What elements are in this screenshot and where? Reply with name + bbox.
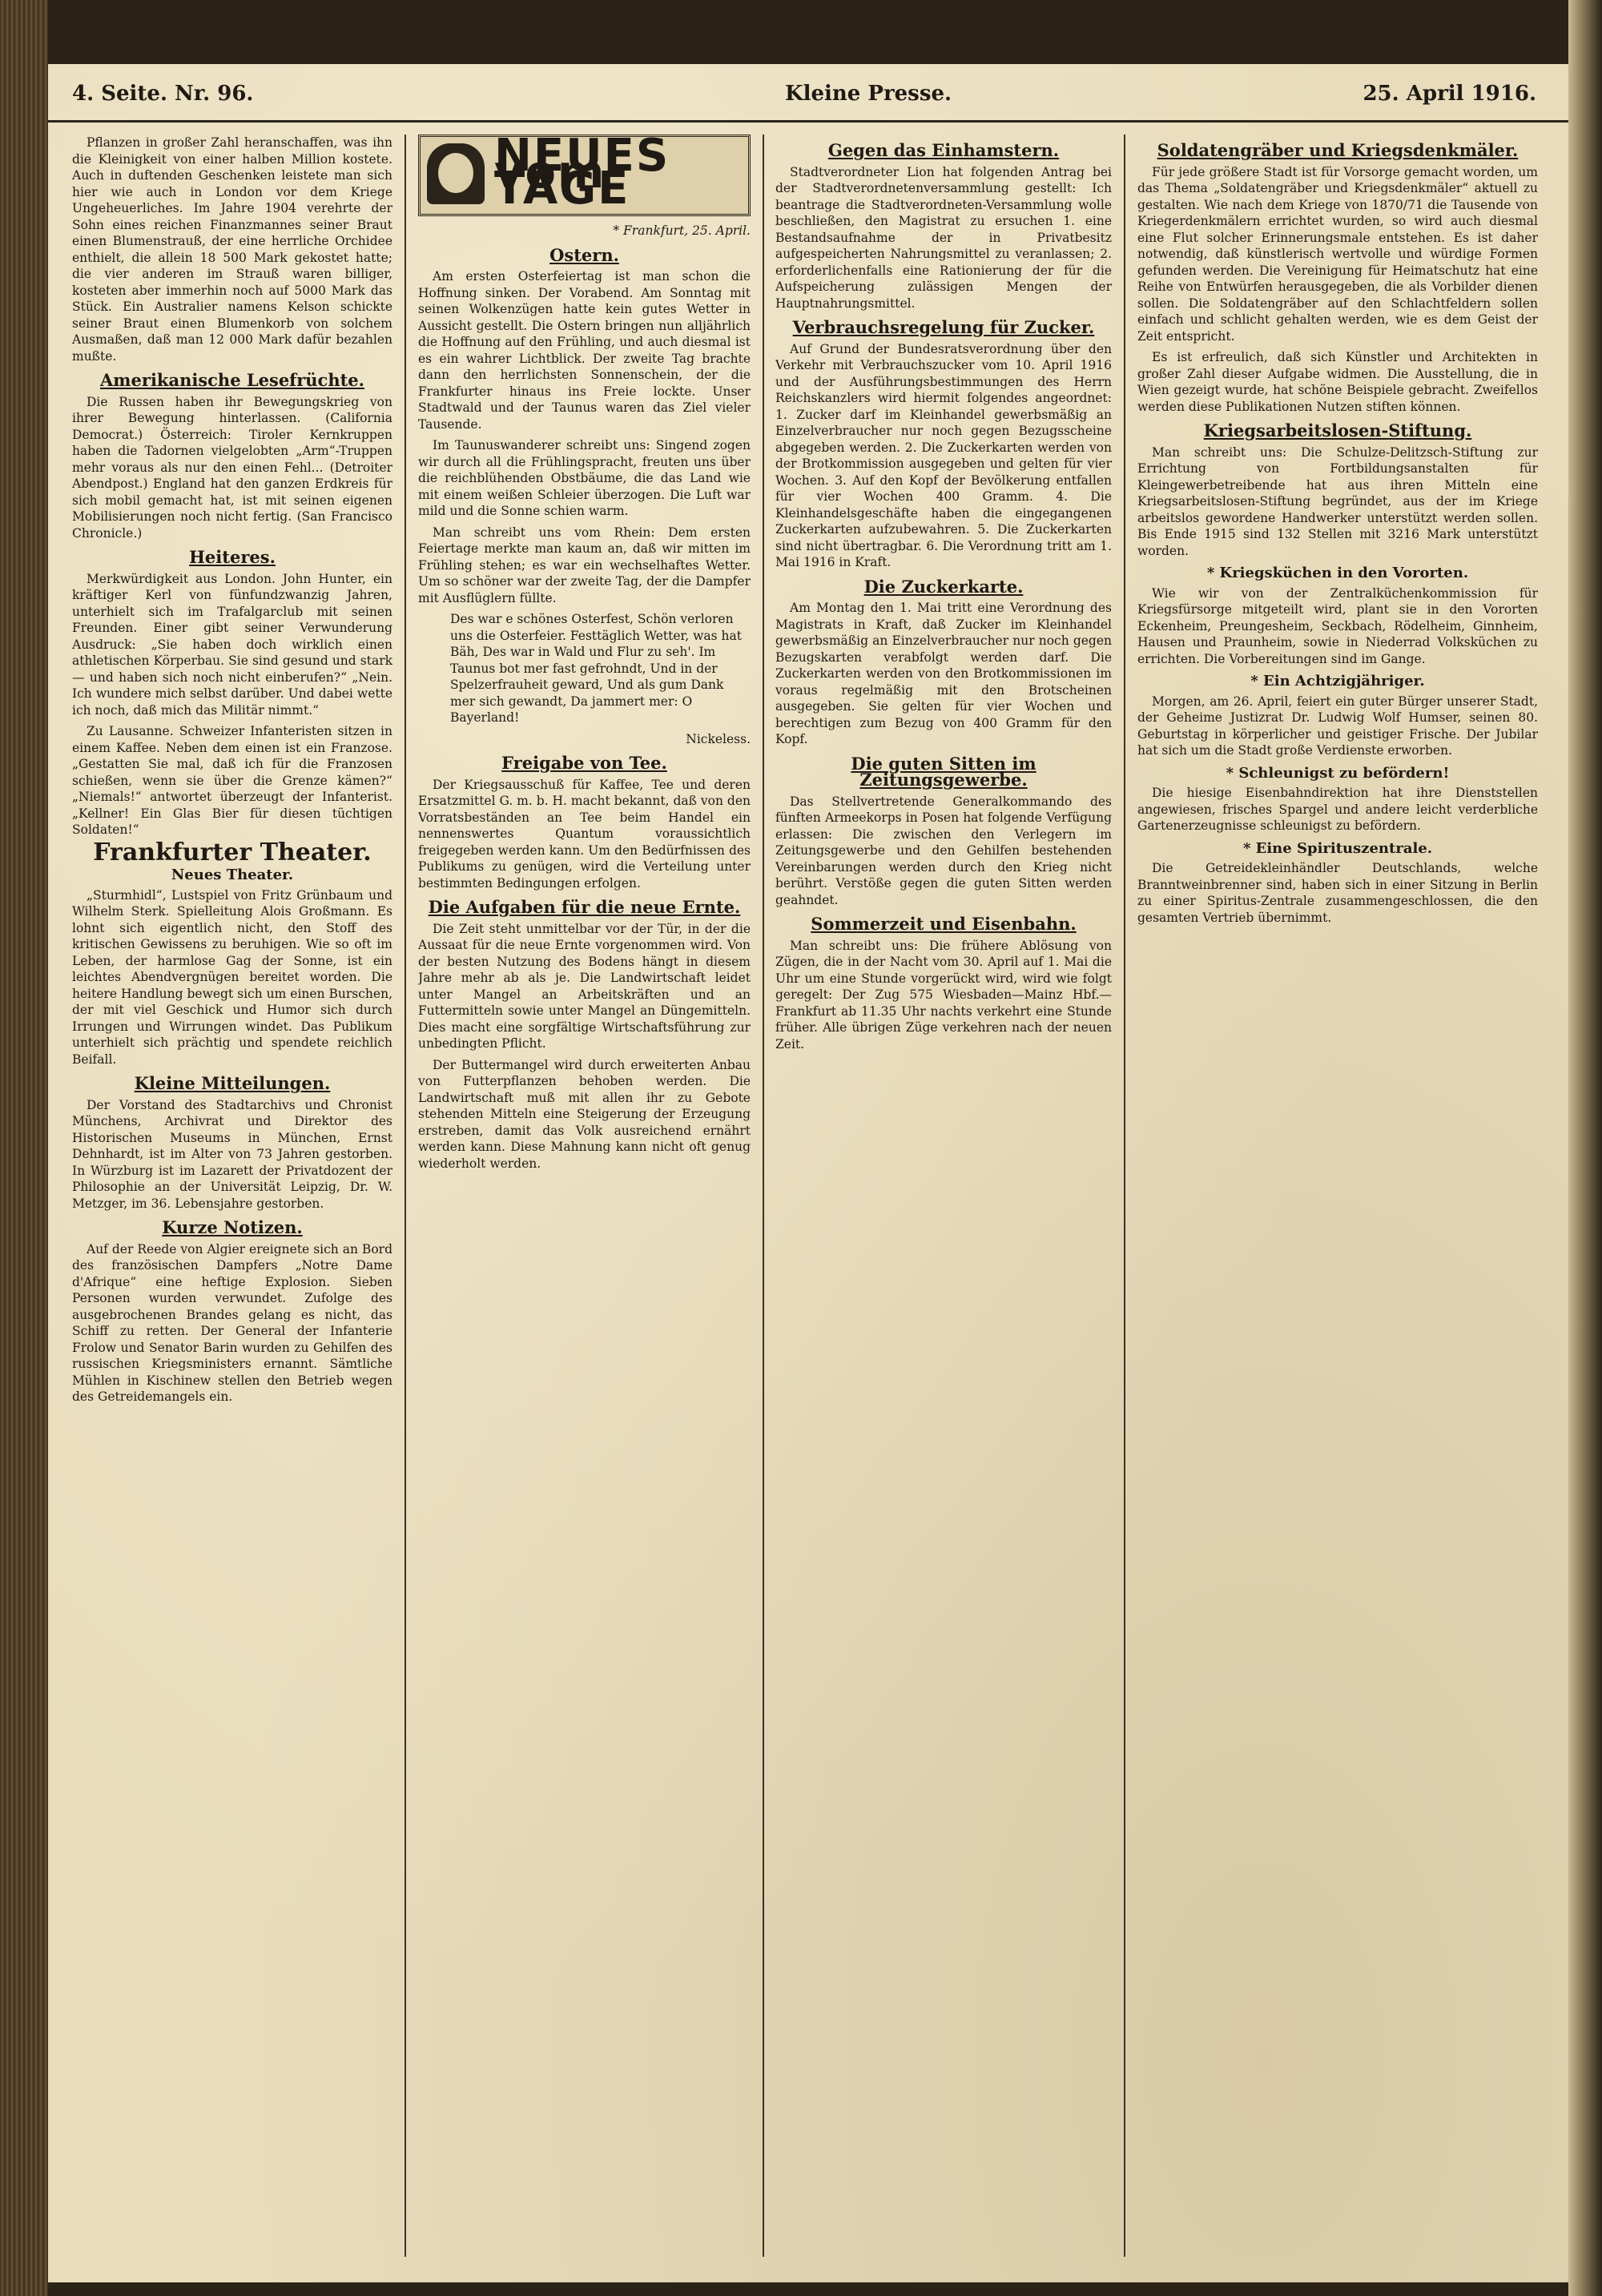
section-heading: Freigabe von Tee. [501, 753, 667, 773]
dateline: * Frankfurt, 25. April. [613, 223, 751, 238]
article-text: Morgen, am 26. April, feiert ein guter Bürger unserer Stadt, der Geheime Justizrat Dr. Ludwig Wolf Humser, seinen 80. Geburtstag in körperlicher und geistiger Frische. Der Jubilar hat sich um die Stadt große Verdienste erworben. [1137, 694, 1538, 758]
column-1 [72, 135, 392, 2265]
section-heading: Soldatengräber und Kriegsdenkmäler. [1157, 140, 1519, 160]
column-4 [1137, 135, 1538, 2265]
article-text: Auf der Reede von Algier ereignete sich an Bord des französischen Dampfers „Notre Dame d'Afrique“ eine heftige Explosion. Sieben Personen wurden verwundet. Zufolge des ausgebrochenen Brandes gelang es nicht, das Schiff zu retten. Der General der Infanterie Frolow und Senator Barin wurden zu Gehilfen des russischen Kriegsministers ernannt. Sämtliche Mühlen in Kischinew stellen den Betrieb wegen des Getreidemangels ein. [72, 1241, 392, 1404]
article-text: Wie wir von der Zentralküchenkommission für Kriegsfürsorge mitgeteilt wird, plant sie in den Vororten Eckenheim, Preungesheim, Seckbach, Rödelheim, Ginnheim, Hausen und Praunheim, sowie in Niederrad Volksküchen zu errichten. Die Vorbereitungen sind im Gange. [1137, 585, 1538, 666]
article-text: Im Taunuswanderer schreibt uns: Singend zogen wir durch all die Frühlingspracht, freuten uns über die reichblühenden Obstbäume, die das Land wie mit einem weißen Schleier überzogen. Die Luft war mild und die Sonne schien warm. [418, 438, 751, 518]
section-heading: Ostern. [549, 244, 619, 265]
theater-title: Frankfurter Theater. [93, 838, 372, 867]
article-text: Zu Lausanne. Schweizer Infanteristen sitzen in einem Kaffee. Neben dem einen ist ein Franzose. „Gestatten Sie mal, daß ich für die Franzosen schießen, wenn sie über die Grenze kämen?“ „Niemals!“ antwortet überzeugt der Infanterist. „Kellner! Ein Glas Bier für diesen tüchtigen Soldaten!“ [72, 724, 392, 837]
section-heading: Die Aufgaben für die neue Ernte. [428, 897, 741, 917]
article-text: Für jede größere Stadt ist für Vorsorge gemacht worden, um das Thema „Soldatengräber und Kriegsdenkmäler“ aktuell zu gestalten. Wie nach dem Kriege von 1870/71 die Tausende von Kriegerdenkmälern errichtet wurden, so wird auch diesmal eine Flut solcher Erinnerungsmale entstehen. Es ist daher notwendig, daß künstlerisch wertvolle und würdige Formen gefunden werden. Die Vereinigung für Heimatschutz hat eine Reihe von Entwürfen herausgegeben, die als Vorbilder dienen sollen. Die Soldatengräber auf den Schlachtfeldern sollen einfach und schlicht gehalten werden, wie es dem Geist der Zeit entspricht. [1137, 164, 1538, 344]
news-item-heading: * Schleunigst zu befördern! [1226, 764, 1450, 782]
article-text: Man schreibt uns: Die frühere Ablösung von Zügen, die in der Nacht vom 30. April auf 1. Mai die Uhr um eine Stunde vorgerückt wird, wird wie folgt geregelt: Der Zug 575 Wiesbaden—Mainz Hbf.—Frankfurt ab 11.35 Uhr nachts verkehrt eine Stunde früher. Alle übrigen Züge verkehren nach der neuen Zeit. [775, 938, 1112, 1051]
section-heading: Gegen das Einhamstern. [827, 140, 1060, 160]
article-text: Am Montag den 1. Mai tritt eine Verordnung des Magistrats in Kraft, daß Zucker im Kleinhandel gewerbsmäßig an Einzelverbraucher nur noch gegen Bezugskarten verabfolgt werden darf. Die Zuckerkarten werden von den Brotkommissionen im voraus regelmäßig mit den Brotscheinen ausgegeben. Sie gelten für vier Wochen und berechtigen zum Bezug von 400 Gramm für den Kopf. [775, 601, 1112, 746]
section-heading: Verbrauchsregelung für Zucker. [792, 317, 1095, 337]
article-text: Stadtverordneter Lion hat folgenden Antrag bei der Stadtverordnetenversammlung gestellt: Ich beantrage die Stadtverordneten-Versammlung wolle beschließen, den Magistrat zu ersuchen 1. eine Bestandsaufnahme der in Privatbesitz aufgespeicherten Nahrungsmittel zu veranlassen; 2. erforderlichenfalls eine Rationierung der für die Aufspeicherung zulässigen Mengen der Hauptnahrungsmittel. [775, 164, 1112, 311]
article-text: Der Kriegsausschuß für Kaffee, Tee und deren Ersatzmittel G. m. b. H. macht bekannt, daß von den Vorratsbeständen an Tee beim Handel ein nennenswertes Quantum voraussichtlich freigegeben werden kann. Um den Bedürfnissen des Publikums zu genügen, wird die Verteilung unter bestimmten Bedingungen erfolgen. [418, 777, 751, 891]
news-item-heading: * Kriegsküchen in den Vororten. [1206, 565, 1469, 581]
neues-vom-tage-masthead [418, 135, 751, 216]
column-rule [763, 135, 764, 2257]
article-text: Das Stellvertretende Generalkommando des fünften Armeekorps in Posen hat folgende Verfügung erlassen: Die zwischen den Verlegern im Zeitungsgewerbe und den Gehilfen bestehenden Vereinbarungen werden durch den Krieg nicht berührt. Verstöße gegen die guten Sitten werden geahndet. [775, 794, 1112, 907]
column-rule [405, 135, 406, 2257]
theater-subtitle: Neues Theater. [171, 867, 294, 883]
article-text: Am ersten Osterfeiertag ist man schon die Hoffnung sinken. Der Vorabend. Am Sonntag mit seinen Wolkenzügen hatte kein gutes Wetter in Aussicht gestellt. Die Ostern bringen nun alljährlich die Hoffnung auf den Frühling, und auch diesmal ist es ein wahrer Lichtblick. Der zweite Tag brachte dann den herrlichsten Sonnenschein, der die Frankfurter hinaus ins Freie lockte. Unser Stadtwald und der Taunus waren das Ziel vieler Tausende. [418, 269, 751, 432]
article-text: Pflanzen in großer Zahl heranschaffen, was ihn die Kleinigkeit von einer halben Million kostete. Auch in duftenden Geschenken leistete man sich hier wie auch in London vor dem Kriege Ungeheuerliches. Im Jahre 1904 verehrte der Sohn eines reichen Finanzmannes seiner Braut einen Blumenstrauß, der eine herrliche Orchidee enthielt, die allein 18 500 Mark gekostet hatte; die vier anderen im Strauß waren billiger, kosteten aber immerhin noch auf 5000 Mark das Stück. Ein Australier namens Kelson schickte seiner Braut einen Blumenkorb von solchem Ausmaßen, daß man 12 000 Mark dafür bezahlen mußte. [72, 135, 392, 364]
newspaper-name: Kleine Presse. [785, 82, 952, 106]
eagle-crest-icon [427, 143, 485, 204]
issue-date: 25. April 1916. [1363, 82, 1536, 106]
section-heading: Heiteres. [189, 547, 276, 567]
section-heading: Kurze Notizen. [162, 1217, 303, 1237]
article-text: „Sturmhidl“, Lustspiel von Fritz Grünbaum und Wilhelm Sterk. Spielleitung Alois Großmann. Es lohnt sich eigentlich nicht, den Stoff des kritischen Gewissens zu beruhigen. Wie so oft im Leben, der harmlose Gag der Sonne, ist ein leichtes Abendvergnügen bereitet worden. Die heitere Handlung bewegt sich um einen Burschen, der mit viel Geschick und Humor sich durch Irrungen und Wirrungen windet. Das Publikum unterhielt sich prächtig und spendete reichlich Beifall. [72, 887, 392, 1067]
book-binding-edge [0, 0, 48, 2296]
article-text: Der Buttermangel wird durch erweiterten Anbau von Futterpflanzen behoben werden. Die Landwirtschaft muß mit allen ihr zu Gebote stehenden Mitteln eine Steigerung der Erzeugung erstreben, damit das Volk ausreichend ernährt werden kann. Diese Mahnung kann nicht oft genug wiederholt werden. [418, 1057, 751, 1171]
article-text: Die hiesige Eisenbahndirektion hat ihre Dienststellen angewiesen, frisches Spargel und andere leicht verderbliche Gartenerzeugnisse schleunigst zu befördern. [1137, 786, 1538, 833]
newspaper-page [48, 64, 1568, 2282]
section-heading: Die guten Sitten im Zeitungsgewerbe. [851, 753, 1036, 790]
news-item-heading: * Eine Spirituszentrale. [1242, 839, 1433, 857]
column-rule [1124, 135, 1125, 2257]
news-item-heading: * Ein Achtzigjähriger. [1250, 673, 1425, 690]
article-text: Die Russen haben ihr Bewegungskrieg von ihrer Bewegung hinterlassen. (California Democrat.) Österreich: Tiroler Kernkruppen haben die Tadornen vielgelobten „Arm“-Truppen mehr voraus als nur den einen Fehl... (Detroiter Abendpost.) England hat den ganzen Erdkreis für sich mobil gemacht hat, ist mit seinen eigenen Mobilisierungen noch nicht fertig. (San Francisco Chronicle.) [72, 394, 392, 541]
section-heading: Kriegsarbeitslosen-Stiftung. [1203, 420, 1472, 440]
article-text: Die Getreidekleinhändler Deutschlands, welche Branntweinbrenner sind, haben sich in einer Sitzung in Berlin zu einer Spiritus-Zentrale zusammengeschlossen, die den gesamten Vertrieb übernimmt. [1137, 861, 1538, 925]
section-heading: Amerikanische Lesefrüchte. [100, 370, 364, 390]
column-2 [418, 135, 751, 2265]
page-right-edge [1568, 0, 1602, 2296]
poem-signature: Nickeless. [686, 731, 751, 746]
article-text: Die Zeit steht unmittelbar vor der Tür, in der die Aussaat für die neue Ernte vorgenommen wird. Von der besten Nutzung des Bodens hängt in diesem Jahre mehr ab als je. Die Landwirtschaft leidet unter Mangel an Arbeitskräften und an Futtermitteln sowie unter Mangel an Düngemitteln. Dies macht eine sorgfältige Wirtschaftsführung zur unbedingten Pflicht. [418, 921, 751, 1051]
article-text: Auf Grund der Bundesratsverordnung über den Verkehr mit Verbrauchszucker vom 10. April 1916 und der Ausführungsbestimmungen des Herrn Reichskanzlers wird hiermit folgendes angeordnet: 1. Zucker darf im Kleinhandel gewerbsmäßig an Einzelverbraucher nur noch gegen Bezugsscheine abgegeben werden. 2. Die Zuckerkarten werden von der Brotkommission ausgegeben und gelten für vier Wochen. 3. Auf den Kopf der Bevölkerung entfallen für vier Wochen 400 Gramm. 4. Die Kleinhandelsgeschäfte haben die eingegangenen Zuckerkarten aufzubewahren. 5. Die Zuckerkarten sind nicht übertragbar. 6. Die Verordnung tritt am 1. Mai 1916 in Kraft. [775, 341, 1112, 569]
page-header [48, 64, 1568, 123]
section-heading: Die Zuckerkarte. [863, 576, 1024, 597]
article-text: Man schreibt uns: Die Schulze-Delitzsch-Stiftung zur Errichtung von Fortbildungsanstalten für Kleingewerbetreibende hat aus ihren Mitteln eine Kriegsarbeitslosen-Stiftung begründet, aus der im Kriege arbeitslos gewordene Handwerker unterstützt werden sollen. Bis Ende 1915 sind 132 Stellen mit 3216 Mark unterstützt worden. [1137, 444, 1538, 558]
section-heading: Sommerzeit und Eisenbahn. [811, 914, 1077, 934]
article-text: Es ist erfreulich, daß sich Künstler und Architekten in großer Zahl dieser Aufgabe widmen. Die Ausstellung, die in Wien gezeigt wurde, hat schöne Beispiele gebracht. Zweifellos werden diese Publikationen Nutzen stiften können. [1137, 350, 1538, 414]
page-number: 4. Seite. Nr. 96. [72, 82, 254, 106]
article-text: Merkwürdigkeit aus London. John Hunter, ein kräftiger Kerl von fünfundzwanzig Jahren, unterhielt sich im Trafalgarclub mit seinen Freunden. Einer gibt seiner Verwunderung Ausdruck: „Sie haben doch wirklich einen athletischen Körperbau. Sie sind gesund und stark — und haben sich noch nicht einberufen?“ „Nein. Ich wundere mich selbst darüber. Und dabei wette ich noch, daß mich das Militär nimmt.“ [72, 571, 392, 718]
article-text: Man schreibt uns vom Rhein: Dem ersten Feiertage merkte man kaum an, daß wir mitten im Frühling stehen; es war ein wechselhaftes Wetter. Um so schöner war der zweite Tag, der die Dampfer mit Ausflüglern füllte. [418, 525, 751, 605]
section-heading: Kleine Mitteilungen. [134, 1073, 331, 1093]
poem: Des war e schönes Osterfest, Schön verloren uns die Osterfeier. Festtäglich Wetter, was hat Bäh, Des war in Wald und Flur zu seh'. Im Taunus bot mer fast gefrohndt, Und in der Spelzerfrauheit geward, Und als gum Dank mer sich gewandt, Da jammert mer: O Bayerland! [450, 612, 742, 725]
masthead-title: NEUES vom TAGE [494, 135, 670, 215]
column-3 [775, 135, 1112, 2265]
article-text: Der Vorstand des Stadtarchivs und Chronist Münchens, Archivrat und Direktor des Historischen Museums in München, Ernst Dehnhardt, ist im Alter von 73 Jahren gestorben. In Würzburg ist im Lazarett der Privatdozent der Philosophie an der Universität Leipzig, Dr. W. Metzger, im 36. Lebensjahre gestorben. [72, 1097, 392, 1211]
